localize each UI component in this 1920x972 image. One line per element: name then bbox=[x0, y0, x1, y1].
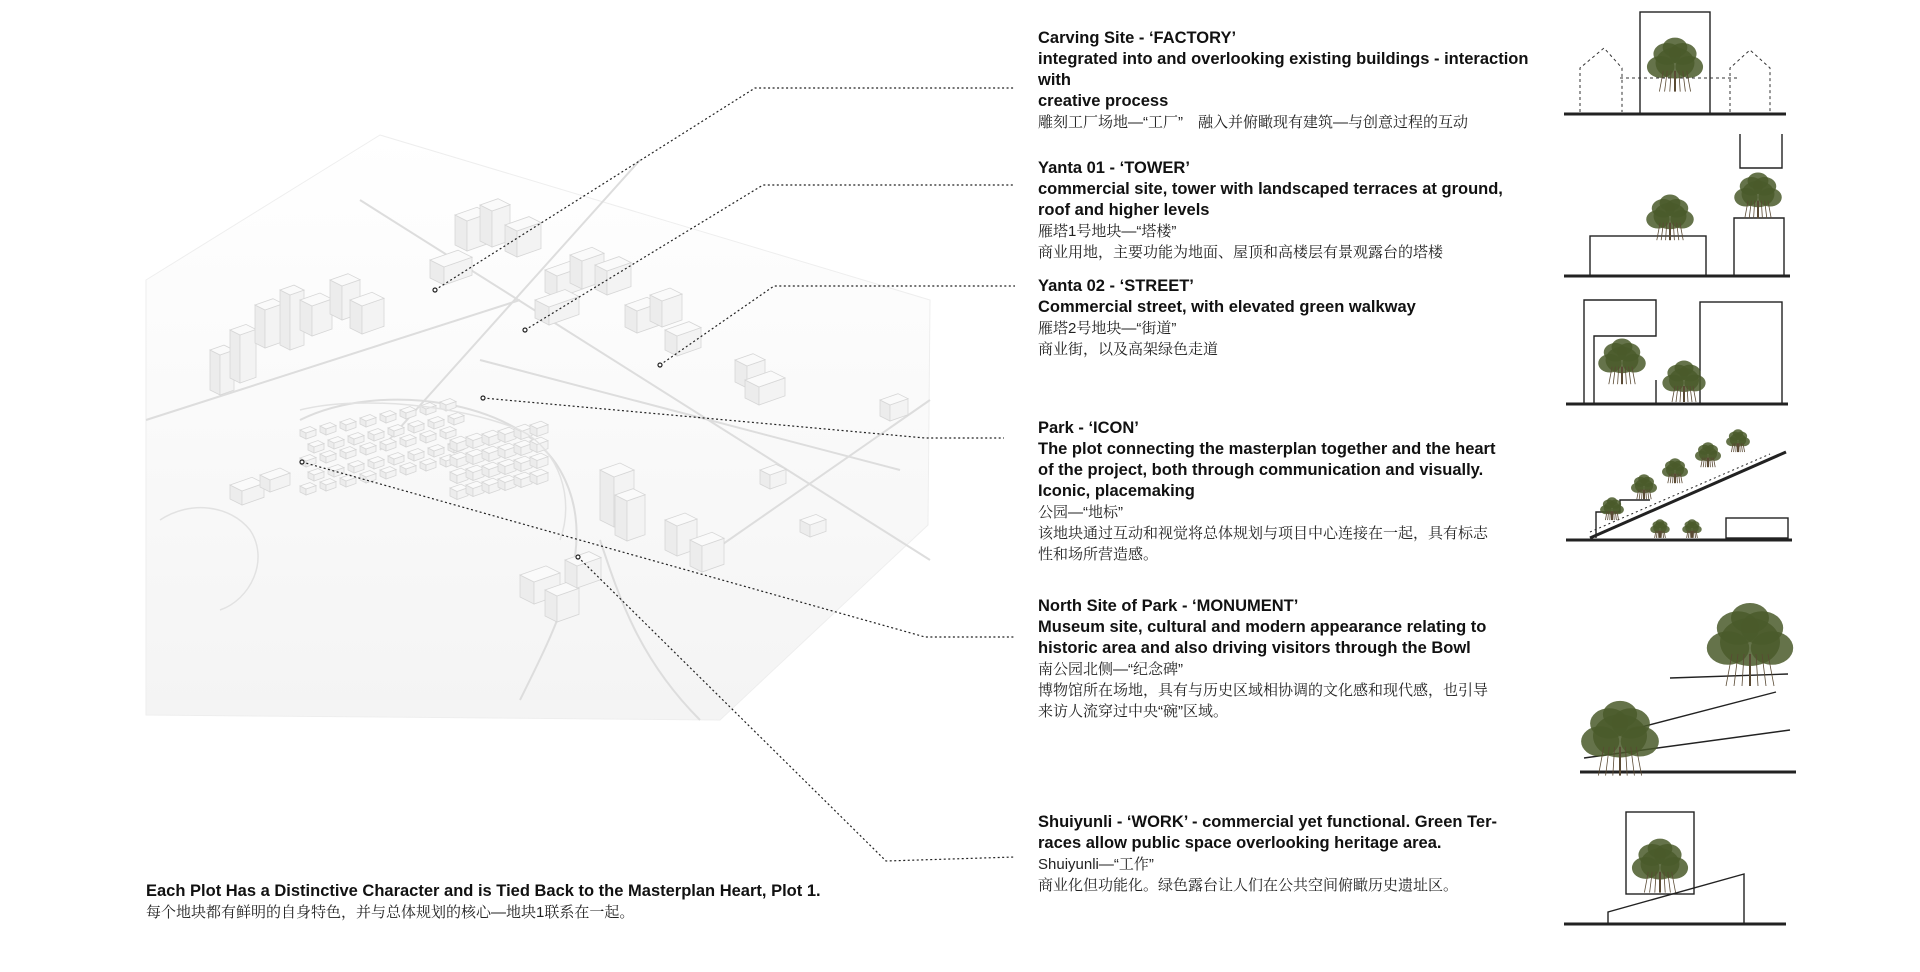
block-cn-line: 雁塔1号地块—“塔楼” bbox=[1038, 223, 1177, 240]
tower-podium bbox=[1590, 236, 1706, 276]
block-work bbox=[1038, 812, 1558, 896]
green-terrace bbox=[1608, 874, 1744, 924]
block-desc-line: Museum site, cultural and modern appearance relating to bbox=[1038, 618, 1487, 636]
tree-icon bbox=[1662, 458, 1688, 483]
section-factory bbox=[1560, 8, 1800, 120]
block-cn-line: 雁塔2号地块—“街道” bbox=[1038, 320, 1177, 337]
leader-work bbox=[578, 557, 1015, 861]
block-cn-line: 南公园北侧—“纪念碑” bbox=[1038, 661, 1183, 678]
tree-icon bbox=[1726, 429, 1750, 452]
point-work bbox=[576, 555, 580, 559]
block-title: Yanta 02 - ‘STREET’ bbox=[1038, 277, 1194, 295]
tree-icon bbox=[1695, 442, 1721, 467]
block-desc-line: creative process bbox=[1038, 92, 1169, 110]
section-monument bbox=[1560, 598, 1800, 776]
caption-cn: 每个地块都有鲜明的自身特色，并与总体规划的核心—地块1联系在一起。 bbox=[146, 904, 635, 921]
leader-factory bbox=[435, 88, 1015, 290]
tree-icon bbox=[1631, 474, 1657, 499]
street-building-right bbox=[1700, 302, 1782, 404]
block-cn-line: 来访人流穿过中央“碗”区域。 bbox=[1038, 703, 1228, 720]
section-icon bbox=[1560, 428, 1800, 546]
block-title: Yanta 01 - ‘TOWER’ bbox=[1038, 159, 1190, 177]
existing-building-left bbox=[1580, 48, 1622, 112]
block-cn-line: 性和场所营造感。 bbox=[1038, 546, 1159, 563]
section-street bbox=[1560, 296, 1800, 408]
block-desc-line: races allow public space overlooking heritage area. bbox=[1038, 834, 1442, 852]
tree-icon bbox=[1647, 38, 1703, 92]
block-cn-line: 商业用地，主要功能为地面、屋顶和高楼层有景观露台的塔楼 bbox=[1038, 244, 1444, 261]
caption-title: Each Plot Has a Distinctive Character and is Tied Back to the Masterplan Heart, Plot 1. bbox=[146, 882, 821, 900]
tree-icon bbox=[1650, 519, 1669, 538]
section-tower bbox=[1560, 134, 1800, 280]
tree-icon bbox=[1632, 839, 1688, 893]
point-factory bbox=[433, 288, 437, 292]
block-title: Park - ‘ICON’ bbox=[1038, 419, 1139, 437]
block-cn-line: 该地块通过互动和视觉将总体规划与项目中心连接在一起，具有标志 bbox=[1038, 525, 1489, 542]
point-street bbox=[658, 363, 662, 367]
block-desc-line: historic area and also driving visitors through the Bowl bbox=[1038, 639, 1471, 657]
block-tower bbox=[1038, 158, 1558, 263]
block-desc-line: Commercial street, with elevated green walkway bbox=[1038, 298, 1416, 316]
tree-icon bbox=[1581, 701, 1659, 776]
block-street bbox=[1038, 276, 1558, 360]
ramp-upper bbox=[1670, 674, 1788, 678]
tree-icon bbox=[1682, 519, 1701, 538]
block-cn-line: 商业街，以及高架绿色走道 bbox=[1038, 341, 1219, 358]
block-desc-line: Shuiyunli - ‘WORK’ - commercial yet functional. Green Ter- bbox=[1038, 813, 1498, 831]
point-tower bbox=[523, 328, 527, 332]
tower-top bbox=[1740, 134, 1782, 168]
block-desc-line: The plot connecting the masterplan together and the heart bbox=[1038, 440, 1496, 458]
section-work bbox=[1560, 808, 1800, 928]
icon-pavilion bbox=[1726, 518, 1788, 538]
tower-shaft bbox=[1734, 218, 1784, 276]
block-icon bbox=[1038, 418, 1558, 565]
tree-icon bbox=[1598, 339, 1646, 385]
block-desc-line: roof and higher levels bbox=[1038, 201, 1210, 219]
point-icon bbox=[481, 396, 485, 400]
block-factory bbox=[1038, 28, 1558, 133]
block-desc-line: Iconic, placemaking bbox=[1038, 482, 1195, 500]
block-cn-line: 博物馆所在场地，具有与历史区域相协调的文化感和现代感，也引导 bbox=[1038, 682, 1489, 699]
ramp-middle bbox=[1630, 692, 1776, 730]
leader-tower bbox=[525, 185, 1015, 330]
tree-icon bbox=[1734, 173, 1782, 219]
leader-street bbox=[660, 286, 1015, 365]
block-cn-line: 公园—“地标” bbox=[1038, 504, 1123, 521]
plot-caption bbox=[146, 881, 946, 923]
block-desc-line: integrated into and overlooking existing buildings - interaction with bbox=[1038, 50, 1529, 89]
block-title: North Site of Park - ‘MONUMENT’ bbox=[1038, 597, 1299, 615]
tree-icon bbox=[1662, 361, 1705, 403]
block-desc-line: commercial site, tower with landscaped terraces at ground, bbox=[1038, 180, 1503, 198]
block-title: Carving Site - ‘FACTORY’ bbox=[1038, 29, 1237, 47]
point-monument bbox=[300, 460, 304, 464]
block-cn-line: 商业化但功能化。绿色露台让人们在公共空间俯瞰历史遗址区。 bbox=[1038, 877, 1459, 894]
block-cn-line: 雕刻工厂场地—“工厂” 融入并俯瞰现有建筑—与创意过程的互动 bbox=[1038, 114, 1468, 131]
existing-building-right bbox=[1730, 50, 1770, 112]
tree-icon bbox=[1646, 195, 1694, 241]
leader-icon bbox=[483, 398, 1004, 438]
block-monument bbox=[1038, 596, 1558, 722]
block-desc-line: of the project, both through communication and visually. bbox=[1038, 461, 1484, 479]
leader-monument bbox=[302, 462, 1015, 637]
block-cn-line: Shuiyunli—“工作” bbox=[1038, 856, 1154, 873]
tree-icon bbox=[1707, 603, 1793, 686]
